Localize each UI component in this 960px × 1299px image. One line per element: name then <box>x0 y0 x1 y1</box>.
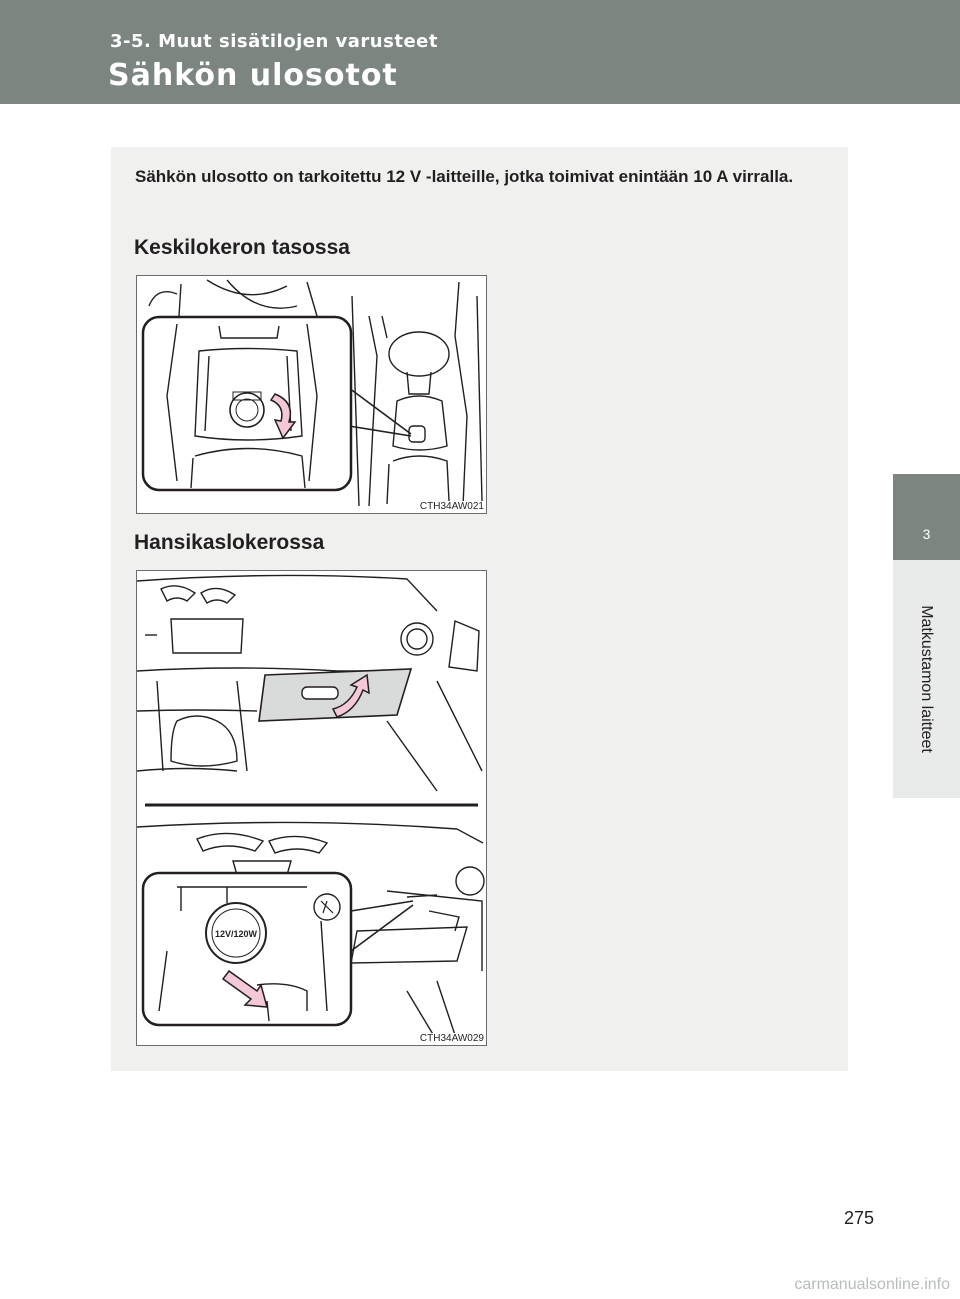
chapter-tab[interactable] <box>893 474 960 560</box>
chapter-number: 3 <box>922 526 931 542</box>
figure-center-console <box>136 275 487 514</box>
heading-glove-box: Hansikaslokerossa <box>134 531 325 554</box>
glove-box-illustration <box>137 571 486 1045</box>
figure-code: CTH34AW029 <box>419 1033 484 1044</box>
watermark: carmanualsonline.info <box>794 1276 950 1293</box>
center-console-illustration <box>137 276 486 513</box>
figure-glove-box <box>136 570 487 1046</box>
heading-center-console: Keskilokeron tasossa <box>134 236 350 259</box>
page-number: 275 <box>844 1208 875 1228</box>
chapter-label: Matkustamon laitteet <box>918 605 935 753</box>
section-label: 3-5. Muut sisätilojen varusteet <box>110 31 438 52</box>
figure-code: CTH34AW021 <box>419 501 484 512</box>
intro-text: Sähkön ulosotto on tarkoitettu 12 V -laitteille, jotka toimivat enintään 10 A virralla. <box>135 167 794 186</box>
page-title: Sähkön ulosotot <box>108 58 398 93</box>
outlet-rating-label: 12V/120W <box>214 929 258 939</box>
page-header <box>0 0 960 104</box>
